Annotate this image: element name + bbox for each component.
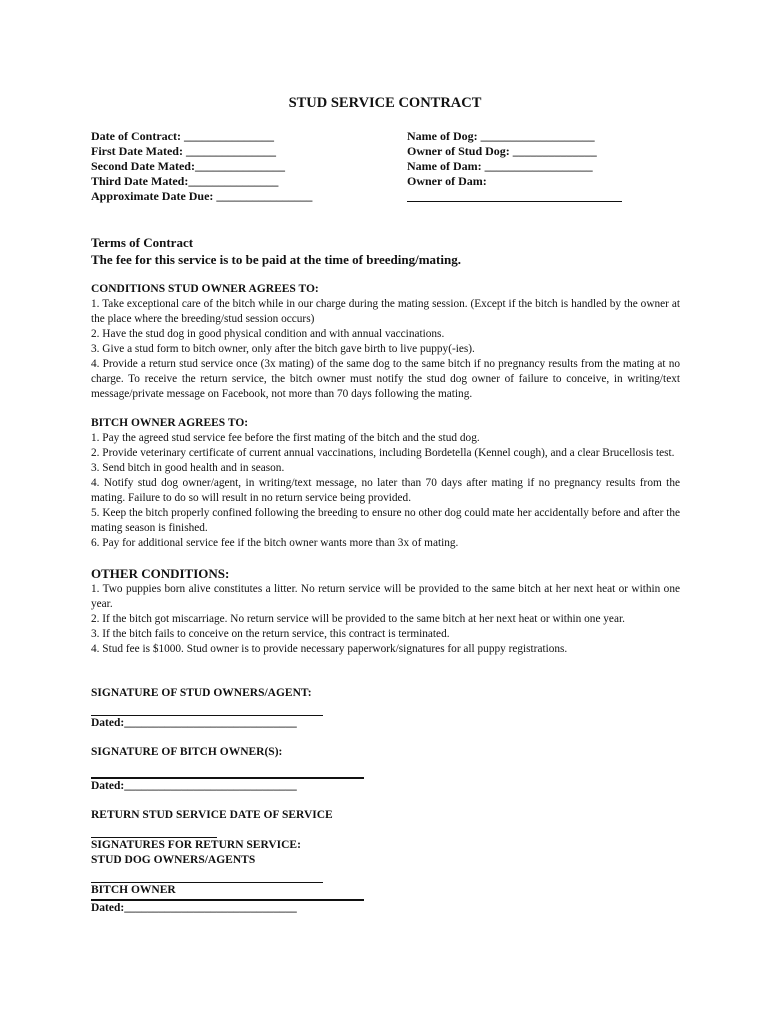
name-of-dam-field: Name of Dam: __________________ xyxy=(407,159,593,173)
bitch-owner-dated-field: Dated:______________________________ xyxy=(91,780,297,792)
stud-owner-dated-field: Dated:______________________________ xyxy=(91,717,297,729)
stud-owner-signature-label: SIGNATURE OF STUD OWNERS/AGENT: xyxy=(91,687,312,699)
return-service-date-line xyxy=(91,837,217,838)
date-of-contract-field: Date of Contract: _______________ xyxy=(91,129,274,143)
list-item: 3. If the bitch fails to conceive on the return service, this contract is terminated. xyxy=(91,628,450,640)
first-date-mated-field: First Date Mated: _______________ xyxy=(91,144,276,158)
second-date-mated-field: Second Date Mated:_______________ xyxy=(91,159,285,173)
bitch-owner-signature-label: SIGNATURE OF BITCH OWNER(S): xyxy=(91,746,283,758)
list-item: 4. Provide a return stud service once (3x mating) of the same dog to the same bitch if no pregnancy results from the mating at no charge. To receive the return service, the bitch owner must notify the stud dog owner of failure to conceive, in writing/text message/private message on Facebook, not more than 70 days following the mating. xyxy=(91,358,680,400)
list-item: 2. If the bitch got miscarriage. No return service will be provided to the same bitch at her next heat or within one year. xyxy=(91,613,625,625)
owner-of-dam-line xyxy=(407,201,622,202)
return-service-signatures-label: SIGNATURES FOR RETURN SERVICE: xyxy=(91,839,301,851)
list-item: 3. Send bitch in good health and in season. xyxy=(91,462,285,474)
bitch-owner-conditions xyxy=(91,431,680,551)
stud-owner-heading: CONDITIONS STUD OWNER AGREES TO: xyxy=(91,283,319,295)
bitch-owner-signature-line xyxy=(91,777,364,779)
third-date-mated-field: Third Date Mated:_______________ xyxy=(91,174,279,188)
list-item: 4. Notify stud dog owner/agent, in writing/text message, no later than 70 days after mating if no pregnancy results from the mating. Failure to do so will result in no return service being provided. xyxy=(91,477,680,504)
stud-dog-owners-label: STUD DOG OWNERS/AGENTS xyxy=(91,854,256,866)
list-item: 1. Take exceptional care of the bitch while in our charge during the mating session. (Except if the bitch is handled by the owner at the place where the breeding/stud session occurs) xyxy=(91,298,680,325)
list-item: 3. Give a stud form to bitch owner, only after the bitch gave birth to live puppy(-ies). xyxy=(91,343,475,355)
owner-of-stud-dog-field: Owner of Stud Dog: ______________ xyxy=(407,144,597,158)
bitch-owner-heading: BITCH OWNER AGREES TO: xyxy=(91,417,249,429)
bitch-owner-final-signature-line xyxy=(91,899,364,901)
other-conditions-heading: OTHER CONDITIONS: xyxy=(91,566,230,581)
list-item: 6. Pay for additional service fee if the bitch owner wants more than 3x of mating. xyxy=(91,537,459,549)
header-right-fields xyxy=(407,129,597,189)
list-item: 1. Pay the agreed stud service fee before the first mating of the bitch and the stud dog. xyxy=(91,432,480,444)
list-item: 1. Two puppies born alive constitutes a litter. No return service will be provided to the same bitch at her next heat or within one year. xyxy=(91,583,680,610)
stud-owner-conditions xyxy=(91,297,680,402)
approximate-date-due-field: Approximate Date Due: ________________ xyxy=(91,189,313,203)
list-item: 4. Stud fee is $1000. Stud owner is to provide necessary paperwork/signatures for all puppy registrations. xyxy=(91,643,568,655)
header-left-fields xyxy=(91,129,312,204)
list-item: 2. Provide veterinary certificate of current annual vaccinations, including Bordetella (Kennel cough), and a clear Brucellosis test. xyxy=(91,447,675,459)
name-of-dog-field: Name of Dog: ___________________ xyxy=(407,129,595,143)
return-service-date-label: RETURN STUD SERVICE DATE OF SERVICE xyxy=(91,809,333,821)
terms-heading: Terms of Contract xyxy=(91,235,194,250)
page-title: STUD SERVICE CONTRACT xyxy=(288,95,482,111)
owner-of-dam-field: Owner of Dam: xyxy=(407,174,487,188)
stud-owner-signature-line xyxy=(91,715,323,716)
fee-note: The fee for this service is to be paid at the time of breeding/mating. xyxy=(91,252,461,267)
bitch-owner-final-label: BITCH OWNER xyxy=(91,884,176,896)
list-item: 5. Keep the bitch properly confined following the breeding to ensure no other dog could mate her accidentally before and after the mating season is finished. xyxy=(91,507,680,534)
stud-dog-owners-signature-line xyxy=(91,882,323,883)
other-conditions xyxy=(91,582,680,657)
final-dated-field: Dated:______________________________ xyxy=(91,902,297,914)
list-item: 2. Have the stud dog in good physical condition and with annual vaccinations. xyxy=(91,328,445,340)
